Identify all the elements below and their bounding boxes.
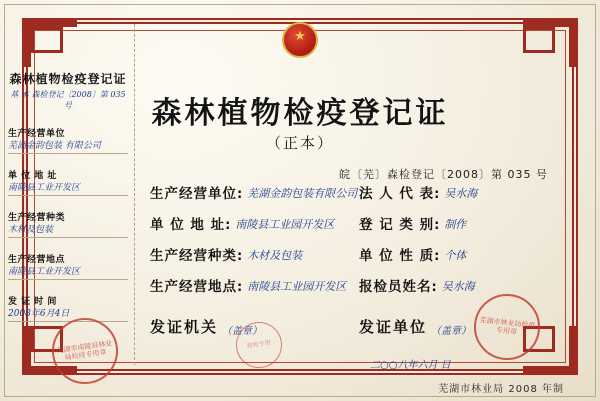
stub-label: 生产经营地点: [8, 255, 66, 265]
stub-title: 森林植物检疫登记证: [9, 72, 127, 86]
national-emblem-icon: [275, 16, 325, 64]
issuing-authority-value: （盖章）: [222, 326, 263, 337]
field-value: 制作: [444, 218, 467, 231]
field-label: 生产经营地点: [150, 279, 237, 295]
field-colon: :: [237, 249, 243, 264]
field-row: [150, 182, 568, 202]
emblem-wheat-ears-icon: [275, 20, 329, 68]
field-label: 法 人 代 表: [359, 186, 435, 202]
issuing-unit-value: （盖章）: [431, 326, 472, 337]
stub-label: 生产经营种类: [8, 213, 66, 223]
field-business-location: [150, 275, 359, 295]
stub-label: 生产经营单位: [8, 129, 66, 139]
field-unit-nature: [359, 244, 568, 264]
stub-row: [8, 289, 128, 322]
stub-label: 单 位 地 址: [8, 171, 57, 181]
seal-right-text: 芜湖市林业局检疫专用章: [479, 316, 536, 337]
field-label: 单 位 性 质: [359, 248, 435, 264]
seal-left-text: 芜湖市南陵县林业局检疫专用章: [56, 339, 113, 362]
stub-value: 芜湖金韵包装 有限公司: [8, 141, 128, 154]
stub-value: 南陵县工业开发区: [8, 183, 128, 196]
corner-ornament-top-right: [523, 18, 578, 67]
issuing-authority-label: 发证机关: [150, 318, 219, 336]
stub-value: 南陵县工业开发区: [8, 267, 128, 280]
field-colon: :: [434, 187, 440, 202]
field-label: 生产经营单位: [150, 186, 237, 202]
field-label: 生产经营种类: [150, 248, 237, 264]
seal-center-text: 检疫专用: [246, 339, 272, 350]
page-title: 森林植物检疫登记证: [151, 96, 449, 131]
serial-number: 皖〔芜〕森检登记〔2008〕第 035 号: [339, 168, 548, 181]
field-label: 单 位 地 址: [150, 217, 226, 233]
field-legal-representative: [359, 182, 568, 202]
emblem-star-icon: ★: [294, 29, 306, 44]
field-value: 吴水海: [441, 280, 475, 293]
field-value: 芜湖金韵包装有限公司: [247, 187, 358, 200]
field-row: [150, 275, 568, 295]
stub-row: [8, 247, 128, 280]
issuing-unit-label: 发证单位: [359, 318, 428, 336]
field-row: [150, 244, 568, 264]
field-producer-unit: [150, 182, 359, 202]
stub-value: 木材及包装: [8, 225, 128, 238]
document-subtitle: （正本）: [265, 134, 334, 152]
field-label: 报检员姓名: [359, 279, 432, 295]
field-value: 南陵县工业园开发区: [247, 280, 347, 293]
field-value: 南陵县工业园开发区: [235, 218, 335, 231]
field-value: 木材及包装: [247, 249, 303, 262]
field-colon: :: [237, 187, 243, 202]
certificate-stub: [8, 70, 128, 331]
stub-serial: 基 本 森检登记〔2008〕第 035 号: [10, 90, 126, 110]
field-registration-category: [359, 213, 568, 233]
field-value: 吴水海: [444, 187, 478, 200]
field-colon: :: [225, 218, 231, 233]
field-colon: :: [434, 249, 440, 264]
footer-note: 芜湖市林业局 2008 年制: [438, 384, 564, 395]
field-colon: :: [434, 218, 440, 233]
stub-label: 发 证 时 间: [8, 297, 57, 307]
field-inspector-name: [359, 275, 568, 295]
fields-grid: [150, 182, 568, 306]
field-label: 登 记 类 别: [359, 217, 435, 233]
stub-row: [8, 205, 128, 238]
corner-ornament-top-left: [22, 18, 77, 67]
stub-perforation-divider: [134, 24, 135, 365]
stub-row: [8, 163, 128, 196]
issue-date: 二○○八年六月 日: [370, 360, 451, 371]
field-unit-address: [150, 213, 359, 233]
stub-row: [8, 121, 128, 154]
field-value: 个体: [444, 249, 467, 262]
field-colon: :: [237, 280, 243, 295]
field-colon: :: [431, 280, 437, 295]
stub-value: 2008年6月4日: [8, 309, 128, 322]
field-row: [150, 213, 568, 233]
field-business-type: [150, 244, 359, 264]
